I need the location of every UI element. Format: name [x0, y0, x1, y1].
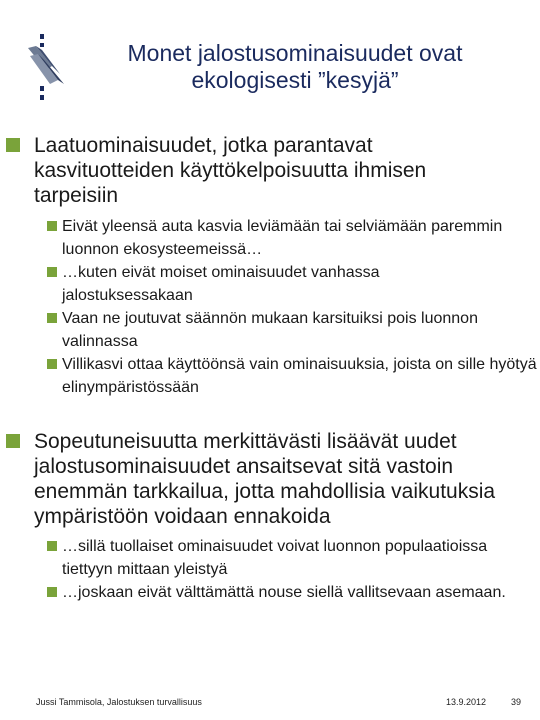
square-bullet-icon — [47, 359, 57, 369]
square-bullet-icon — [47, 267, 57, 277]
square-bullet-icon — [47, 541, 57, 551]
footer-date: 13.9.2012 — [446, 697, 487, 707]
footer-page-number: 39 — [511, 697, 522, 707]
square-bullet-icon — [47, 313, 57, 323]
sub-bullet-1: Eivät yleensä auta kasvia leviämään tai selviämään paremmin luonnon ekosysteemeissä… — [6, 215, 522, 261]
square-bullet-icon — [47, 221, 57, 231]
sub-bullet-6: …joskaan eivät välttämättä nouse siellä vallitsevaan asemaan. — [6, 581, 540, 604]
main-bullet-2: Sopeutuneisuutta merkittävästi lisäävät uudet jalostusominaisuudet ansaitsevat sitä vastoin enemmän tarkkailua, jotta mahdollisia vaikutuksia ympäristöön voidaan ennakoida — [6, 429, 506, 529]
section-1 — [6, 133, 537, 399]
title-line-2: ekologisesti ”kesyjä” — [191, 67, 399, 93]
sub-bullet-2: …kuten eivät moiset ominaisuudet vanhassa jalostuksessakaan — [6, 261, 482, 307]
square-bullet-icon — [47, 587, 57, 597]
slide-title — [60, 40, 530, 94]
section-2 — [6, 429, 506, 604]
square-bullet-icon — [6, 138, 20, 152]
square-bullet-icon — [6, 434, 20, 448]
sub-bullet-5: …sillä tuollaiset ominaisuudet voivat luonnon populaatioissa tiettyyn mittaan yleistyä — [6, 535, 522, 581]
main-bullet-1: Laatuominaisuudet, jotka parantavat kasvituotteiden käyttökelpoisuutta ihmisen tarpeisiin — [6, 133, 486, 208]
sub-bullet-4: Villikasvi ottaa käyttöönsä vain ominaisuuksia, joista on sille hyötyä elinympäristössään — [6, 353, 540, 399]
sub-bullet-3: Vaan ne joutuvat säännön mukaan karsituiksi pois luonnon valinnassa — [6, 307, 532, 353]
title-line-1: Monet jalostusominaisuudet ovat — [127, 40, 463, 66]
footer-author: Jussi Tammisola, Jalostuksen turvallisuus — [36, 697, 202, 707]
